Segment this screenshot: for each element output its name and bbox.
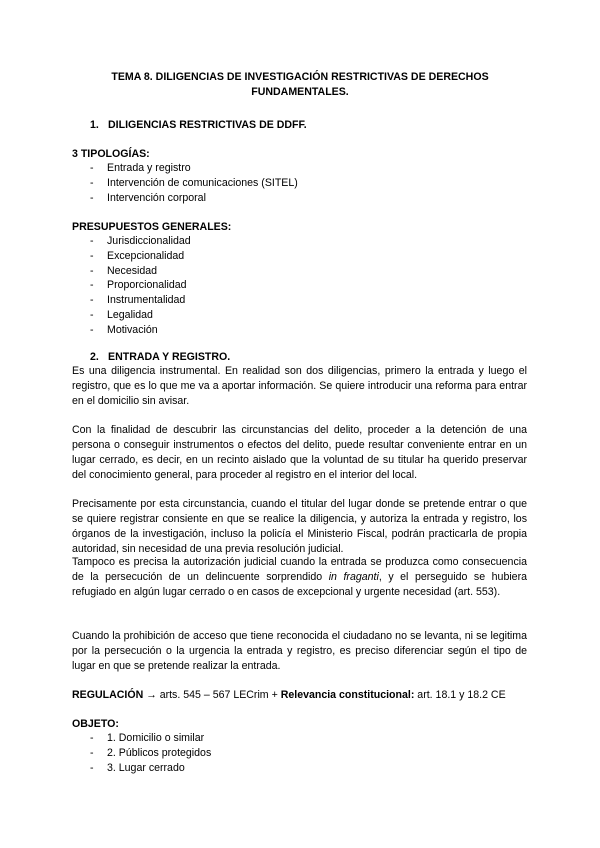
section-1-number: 1. — [90, 119, 99, 131]
paragraph-1: Es una diligencia instrumental. En realidad son dos diligencias, primero la entrada y luego el registro, que es lo que me va a aportar información. Se quiere introducir una reforma para entrar en el domicilio sin avisar. — [72, 365, 527, 407]
section-1-heading — [90, 118, 307, 133]
list-item: - 3. Lugar cerrado — [90, 761, 185, 774]
regulacion-label: REGULACIÓN — [72, 689, 144, 701]
list-item: - Jurisdiccionalidad — [90, 235, 191, 247]
list-item: - Entrada y registro — [90, 162, 191, 174]
tipologias-list — [90, 161, 298, 205]
section-2-number: 2. — [90, 351, 99, 363]
regulacion-line — [72, 688, 532, 703]
presupuestos-heading: PRESUPUESTOS GENERALES: — [72, 221, 232, 233]
relevancia-value: art. 18.1 y 18.2 CE — [414, 689, 506, 701]
paragraph-5: Cuando la prohibición de acceso que tiene reconocida el ciudadano no se levanta, ni se legitima por la persecución o la urgencia la entrada y registro, es preciso diferenciar según el tipo de lugar en que se pretende realizar la entrada. — [72, 630, 527, 672]
list-item: - Necesidad — [90, 264, 158, 277]
section-1-title: DILIGENCIAS RESTRICTIVAS DE DDFF. — [108, 119, 307, 131]
objeto-list — [90, 731, 211, 775]
list-item: - Instrumentalidad — [90, 294, 186, 307]
objeto-heading: OBJETO: — [72, 718, 119, 730]
list-item: - Proporcionalidad — [90, 279, 187, 292]
section-2-title: ENTRADA Y REGISTRO. — [108, 351, 231, 363]
list-item: - 2. Públicos protegidos — [90, 746, 212, 759]
emphasis-in-fraganti: in fraganti — [328, 571, 379, 583]
tipologias-heading: 3 TIPOLOGÍAS: — [72, 148, 150, 160]
paragraph-2: Con la finalidad de descubrir las circunstancias del delito, proceder a la detención de una persona o conseguir instrumentos o efectos del delito, puede resultar conveniente entrar en un lugar cerrado, es decir, en un recinto aislado que la voluntad de su titular ha querido preservar del conocimiento general, para proceder al registro en el interior del local. — [72, 424, 527, 481]
section-2-heading — [90, 350, 230, 365]
list-item: - Intervención de comunicaciones (SITEL) — [90, 176, 298, 189]
document-title: TEMA 8. DILIGENCIAS DE INVESTIGACIÓN RESTRICTIVAS DE DERECHOS FUNDAMENTALES. — [111, 71, 489, 98]
list-item: - Legalidad — [90, 308, 153, 321]
paragraph-4: Tampoco es precisa la autorización judicial cuando la entrada se produzca como consecuencia de la persecución de un delincuente sorprendido in fraganti, y el perseguido se hubiera refugiado en algún lugar cerrado o en casos de excepcional y urgente necesidad (art. 553). — [72, 556, 527, 598]
list-item: - Excepcionalidad — [90, 249, 185, 262]
paragraph-3: Precisamente por esta circunstancia, cuando el titular del lugar donde se pretende entrar o que se quiere registrar consiente en que se realice la diligencia, y autoriza la entrada y registro, los órganos de la investigación, incluso la policía el Ministerio Fiscal, podrán practicarla de propia autoridad, sin necesidad de una previa resolución judicial. — [72, 498, 527, 555]
relevancia-label: Relevancia constitucional: — [280, 689, 415, 701]
presupuestos-list — [90, 234, 191, 338]
list-item: - Intervención corporal — [90, 191, 206, 204]
regulacion-articles: → arts. 545 – 567 LECrim + — [143, 689, 281, 701]
list-item: - Motivación — [90, 323, 158, 336]
list-item: - 1. Domicilio o similar — [90, 732, 205, 744]
